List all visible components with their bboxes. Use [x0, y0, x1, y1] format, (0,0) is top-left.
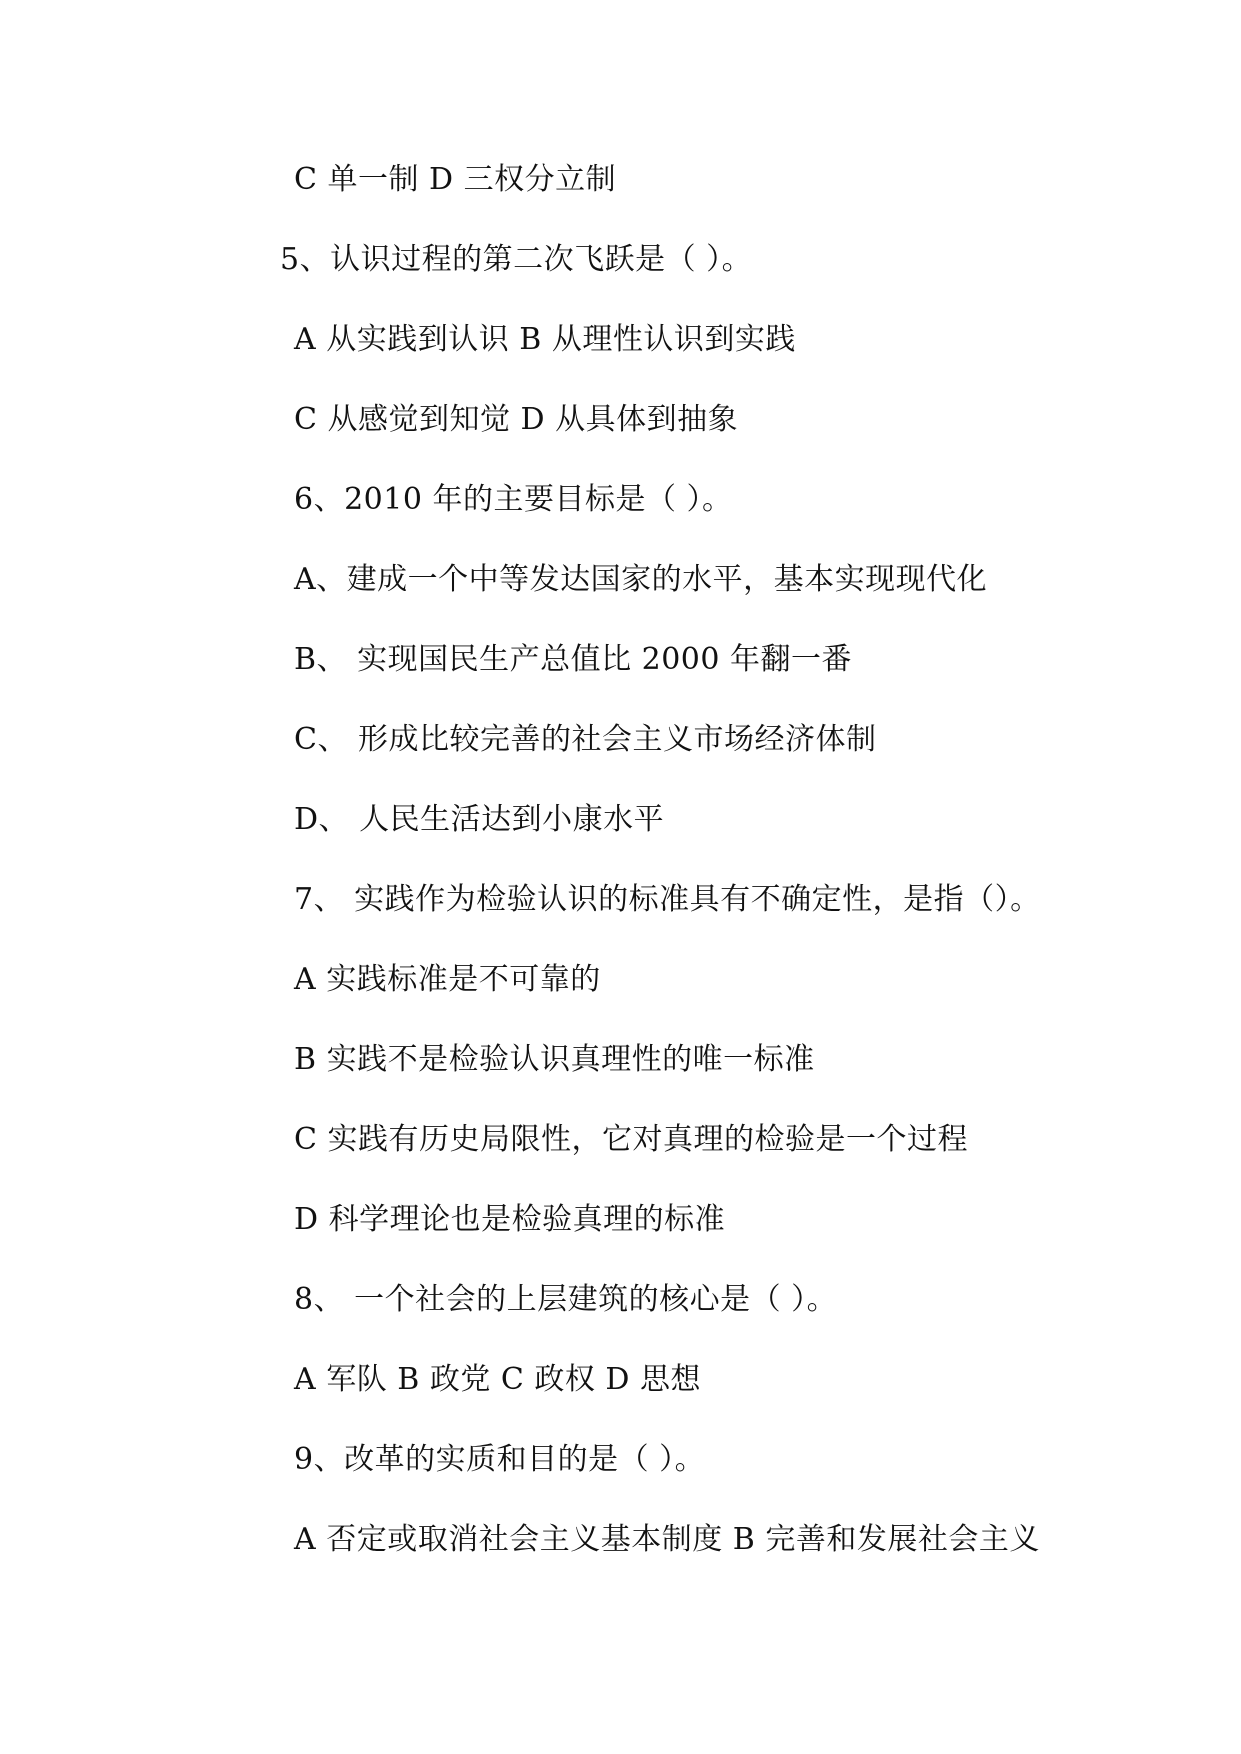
- option-line: C 实践有历史局限性，它对真理的检验是一个过程: [294, 1122, 968, 1157]
- option-line: A 从实践到认识 B 从理性认识到实践: [294, 322, 796, 357]
- option-line: A 否定或取消社会主义基本制度 B 完善和发展社会主义: [294, 1522, 1040, 1557]
- option-line: B 实践不是检验认识真理性的唯一标准: [294, 1042, 815, 1077]
- question-line: 8、 一个社会的上层建筑的核心是（ ）。: [294, 1282, 838, 1317]
- option-line: D、 人民生活达到小康水平: [294, 802, 665, 837]
- question-line: 5、认识过程的第二次飞跃是（ ）。: [280, 242, 753, 277]
- option-line: C 从感觉到知觉 D 从具体到抽象: [294, 402, 739, 437]
- option-line: D 科学理论也是检验真理的标准: [294, 1202, 726, 1237]
- question-line: 6、2010 年的主要目标是（ ）。: [294, 482, 733, 517]
- option-line: A、建成一个中等发达国家的水平，基本实现现代化: [294, 562, 988, 597]
- option-line: B、 实现国民生产总值比 2000 年翻一番: [294, 642, 853, 677]
- option-line: A 实践标准是不可靠的: [294, 962, 601, 997]
- option-line: C、 形成比较完善的社会主义市场经济体制: [294, 722, 877, 757]
- option-line: A 军队 B 政党 C 政权 D 思想: [294, 1362, 701, 1397]
- question-line: 7、 实践作为检验认识的标准具有不确定性，是指（）。: [294, 882, 1041, 917]
- option-line: C 单一制 D 三权分立制: [294, 162, 617, 197]
- question-line: 9、改革的实质和目的是（ ）。: [294, 1442, 706, 1477]
